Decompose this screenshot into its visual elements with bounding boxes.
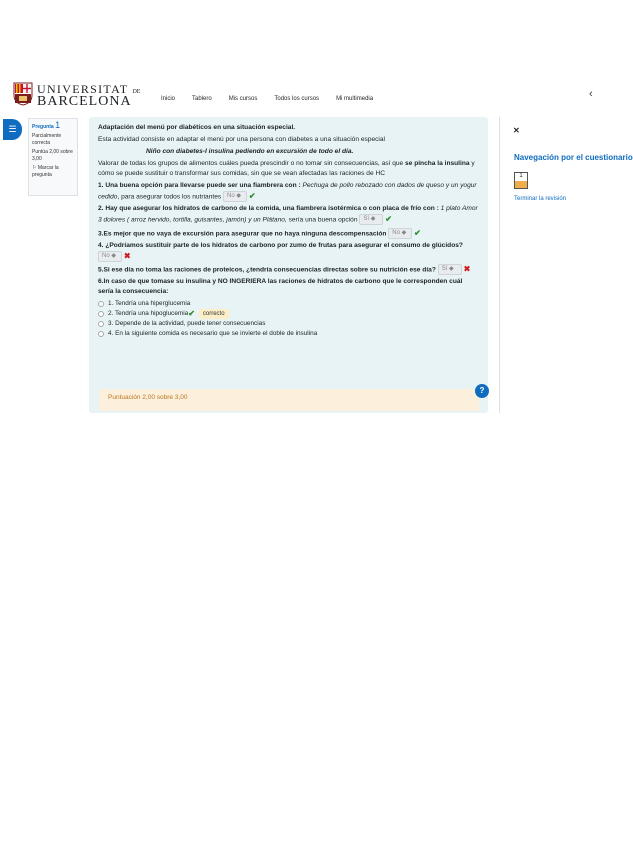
radio-button[interactable] — [98, 331, 104, 337]
nav-tablero[interactable]: Tablero — [192, 96, 212, 102]
shield-icon — [13, 82, 33, 106]
check-icon: ✔ — [414, 227, 421, 237]
check-icon: ✔ — [248, 191, 256, 201]
top-navbar — [0, 76, 600, 116]
course-index-toggle-button[interactable] — [3, 119, 22, 140]
quiz-navigation-title: Navegación por el cuestionario — [514, 153, 633, 162]
check-icon: ✔ — [188, 309, 195, 319]
subquestion-3: 3.Es mejor que no vaya de excursión para asegurar que no haya ninguna descompensación No ◆ ✔ — [98, 227, 421, 237]
option-2[interactable]: 2. Tendría una hipoglucemia ✔ correcto — [98, 309, 479, 319]
cross-icon: ✖ — [463, 264, 471, 274]
radio-button[interactable] — [98, 311, 104, 317]
chevron-left-icon[interactable]: ‹ — [589, 88, 593, 100]
radio-button[interactable] — [98, 321, 104, 327]
cross-icon: ✖ — [123, 251, 131, 260]
nav-inicio[interactable]: Inicio — [161, 96, 176, 102]
nav-mis-cursos[interactable]: Mis cursos — [228, 96, 258, 102]
option-1[interactable]: 1. Tendría una hiperglucemia — [98, 299, 479, 309]
radio-button[interactable] — [98, 301, 104, 307]
answer-select-5[interactable]: Sí ◆ — [438, 264, 462, 275]
list-icon: ☰ — [8, 124, 17, 134]
question-score: Puntúa 2,00 sobre 3,00 — [32, 149, 73, 162]
question-nav-button[interactable]: 1 — [514, 172, 528, 189]
logo-text-bottom: BARCELONA — [37, 94, 132, 109]
subquestion-5: 5.Si ese día no toma las raciones de proteicos, ¿tendría consecuencias directas sobre su nutrición ese día? Sí ◆ ✖ — [98, 264, 471, 274]
flag-question-link[interactable]: ⚐ Marcar la pregunta — [32, 165, 59, 178]
option-4[interactable]: 4. En la siguiente comida es necesario que se invierte el doble de insulina — [98, 329, 479, 339]
answer-select-2[interactable]: Sí ◆ — [359, 214, 383, 225]
help-icon[interactable]: ? — [475, 384, 489, 398]
finish-review-link[interactable]: Terminar la revisión — [514, 196, 567, 202]
answer-select-4[interactable]: No ◆ — [98, 251, 122, 262]
flag-icon: ⚐ — [32, 165, 37, 171]
nav-todos-los-cursos[interactable]: Todos los cursos — [274, 96, 320, 102]
main-nav — [161, 96, 390, 102]
check-icon: ✔ — [385, 214, 392, 224]
question-info-box — [28, 118, 78, 196]
quiz-navigation-panel — [499, 117, 633, 413]
university-logo[interactable] — [13, 80, 141, 110]
question-instructions: Valorar de todas los grupos de alimentos cuáles pueda prescindir o no tomar sin consecuencias, así que se pincha la insulina y cómo se puede sustituir o transformar sus comidas, sin que se vean afectadas las raciones de HC — [98, 160, 475, 177]
question-number-label: Pregunta 1 — [32, 120, 61, 130]
partial-fill — [515, 181, 527, 188]
correct-badge: correcto — [199, 309, 229, 319]
question-content — [89, 117, 488, 413]
nav-mi-multimedia[interactable]: Mi multimedia — [336, 96, 374, 102]
subquestion-1: 1. Una buena opción para llevarse puede ser una fiambrera con : Pechuga de pollo rebozado con dados de queso y un yogur cedido, para asegurar todos los nutriantes No ◆ ✔ — [98, 182, 477, 201]
close-icon[interactable]: ✕ — [513, 126, 520, 135]
answer-select-1[interactable]: No ◆ — [223, 191, 247, 202]
score-feedback: Puntuación 2,00 sobre 3,00 — [99, 389, 479, 411]
option-3[interactable]: 3. Depende de la actividad, puede tener consecuencias — [98, 319, 479, 329]
subquestion-6: 6.In caso de que tomase su insulina y NO INGERIERA las raciones de hidratos de carbono que le corresponden cuál sería la consecuencia: — [98, 278, 463, 296]
subquestion-2: 2. Hay que asegurar los hidratos de carbono de la comida, una fiambrera isotérmica o con placa de frío con : 1 plato Amor 3 dolores ( arroz hervido, tortilla, guisantes, jamón) y un Plátano, sería una buena opción Sí ◆ ✔ — [98, 205, 478, 224]
logo-text-top: UNIVERSITAT DE — [37, 82, 141, 96]
question-title: Adaptación del menú por diabéticos en una situación especial. — [98, 124, 296, 131]
question-intro: Esta actividad consiste en adaptar el menú por una persona con diabetes a una situación especial — [98, 136, 386, 143]
subquestion-4: 4. ¿Podríamos sustituir parte de los hidratos de carbono por zumo de frutas para asegurar el consumo de glúcidos? No ◆ ✖ — [98, 241, 463, 260]
question-case: Niño con diabetes-I insulina pediendo en excursión de todo el día. — [146, 148, 354, 155]
question-status: Parcialmente correcta — [32, 133, 62, 146]
answer-select-3[interactable]: No ◆ — [388, 228, 412, 239]
